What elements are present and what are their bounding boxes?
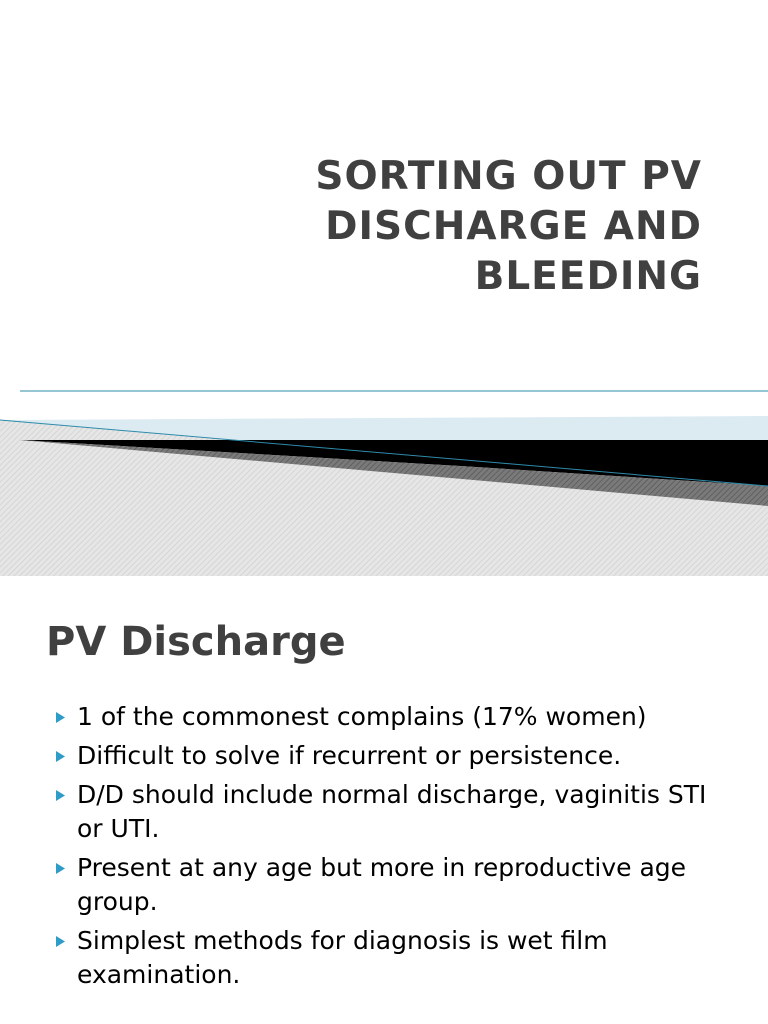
bullet-text: Simplest methods for diagnosis is wet film examination. — [77, 926, 608, 989]
list-item — [56, 924, 736, 992]
content-slide — [0, 576, 768, 1024]
bullet-text: D/D should include normal discharge, vaginitis STI or UTI. — [77, 780, 707, 843]
bullet-list — [56, 700, 736, 997]
slide-title-line: DISCHARGE AND — [325, 204, 702, 249]
list-item — [56, 700, 736, 734]
bullet-arrow-icon — [56, 936, 65, 947]
list-item — [56, 778, 736, 846]
bullet-arrow-icon — [56, 751, 65, 762]
bullet-text: 1 of the commonest complains (17% women) — [77, 702, 647, 731]
bullet-arrow-icon — [56, 790, 65, 801]
list-item — [56, 739, 736, 773]
decorative-bands — [0, 380, 768, 576]
bullet-text: Present at any age but more in reproductive age group. — [77, 853, 687, 916]
list-item — [56, 851, 736, 919]
slide-title-line: SORTING OUT PV — [315, 154, 702, 199]
slide-title — [142, 152, 702, 302]
section-heading: PV Discharge — [46, 619, 346, 665]
slide-title-line: BLEEDING — [474, 254, 702, 299]
bullet-text: Difficult to solve if recurrent or persistence. — [77, 741, 622, 770]
bullet-arrow-icon — [56, 863, 65, 874]
bullet-arrow-icon — [56, 712, 65, 723]
